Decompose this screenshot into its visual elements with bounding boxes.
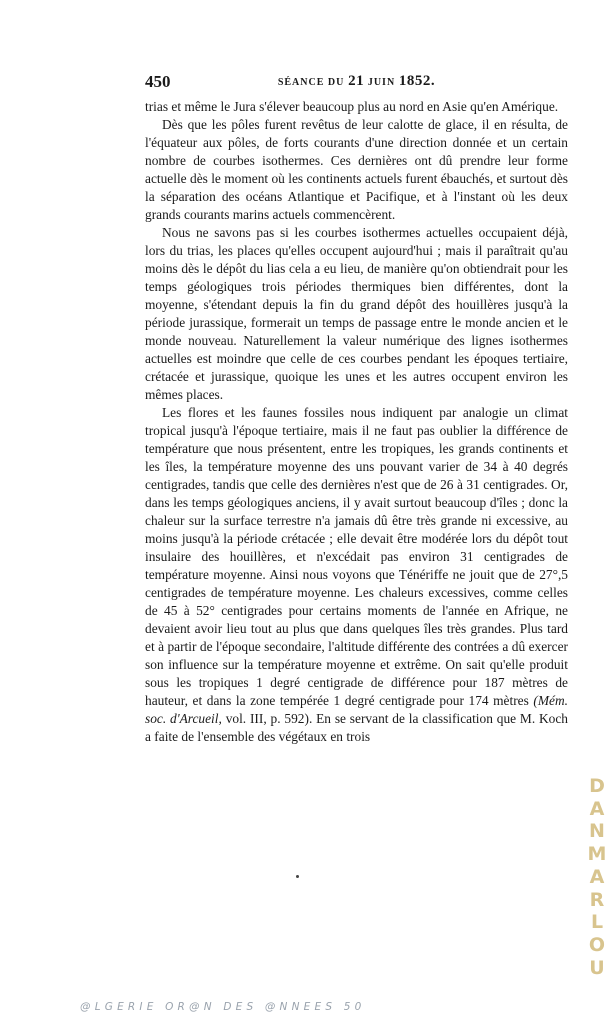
paragraph-continuation: trias et même le Jura s'élever beaucoup plus au nord en Asie qu'en Amérique. — [145, 99, 559, 114]
paragraph-flores-text: Les flores et les faunes fossiles nous indiquent par analogie un climat tropical jusqu'à l'époque tertiaire, mais il ne faut pas oublier la différence de température que nous présentent, entre les tropiques, les grands continents et les îles, la température moyenne des uns pouvant varier de 34 à 40 degrés centigrades, tandis que celle des dernières n'est que de 26 à 31 centigrades. Or, dans les temps géologiques anciens, il y avait surtout beaucoup d'îles ; donc la chaleur sur la surface terrestre n'a jamais dû être très grande ni excessive, au moins jusqu'à la période crétacée ; elle devait être modérée lors du dépôt tout insulaire des houillères, et n'excédait pas environ 31 centigrades de température moyenne. Ainsi nous voyons que Ténériffe ne jouit que de 27°,5 centigrades de température moyenne. Les chaleurs excessives, comme celles de 45 à 52° centigrades pour certains moments de l'année en Afrique, ne devaient avoir lieu tout au plus que dans quelques îles très grandes. Plus tard et à partir de l'époque secondaire, l'altitude différente des contrées a dû exercer son influence sur la température moyenne et extrême. On sait qu'elle produit sous les tropiques 1 degré centigrade de différence pour 187 mètres de hauteur, et dans la zone tempérée 1 degré centigrade pour 174 mètres — [145, 405, 568, 708]
running-title — [145, 73, 568, 90]
citation-italic: (Mém. soc. d'Arcueil, — [145, 693, 568, 726]
watermark-footer: @LGERIE OR@N DES @NNEES 50 — [80, 1001, 366, 1013]
running-title-month: JUIN — [367, 77, 396, 88]
paragraph-isothermes: Nous ne savons pas si les courbes isothermes actuelles occupaient déjà, lors du trias, les places qu'elles occupent aujourd'hui ; mais il paraîtrait qu'au moins dès le dépôt du lias cela a eu lieu, de manière qu'on obtiendrait pour les temps géologiques trois périodes thermiques bien différentes, dont la moyenne, s'étendant depuis la fin du grand dépôt des houillères jusqu'à la période jurassique, formerait un temps de passage entre le monde ancien et le monde nouveau. Naturellement la valeur numérique des lignes isothermes actuelles est moindre que celle de ces courbes pendant les époques tertiaire, crétacée et jurassique, quoique les unes et les autres occupent environ les mêmes places. — [145, 225, 568, 402]
paragraph-flores — [145, 404, 568, 746]
page-header — [145, 72, 568, 94]
body-text — [145, 98, 568, 746]
running-title-year: 1852. — [398, 73, 436, 89]
citation-rest: vol. III, p. 592). — [221, 711, 313, 726]
ink-dot — [296, 875, 299, 878]
running-title-prefix: SÉANCE DU — [277, 77, 345, 88]
page-number: 450 — [145, 72, 171, 91]
paragraph-poles: Dès que les pôles furent revêtus de leur calotte de glace, il en résulta, de l'équateur aux pôles, de forts courants d'une direction donnée et un certain nombre de courbes isothermes. Ces dernières ont dû prendre leur forme actuelle dès le moment où les continents actuels furent ébauchés, et surtout dès la séparation des océans Atlantique et Pacifique, et à l'instant où les deux grands courants marins actuels commencèrent. — [145, 117, 568, 222]
watermark-vertical: DANMARLOU — [587, 775, 607, 979]
paragraph-flores-continuation: En se servant de la classification que M. Koch a faite de l'ensemble des végétaux en trois — [145, 711, 568, 744]
running-title-day: 21 — [348, 73, 365, 89]
